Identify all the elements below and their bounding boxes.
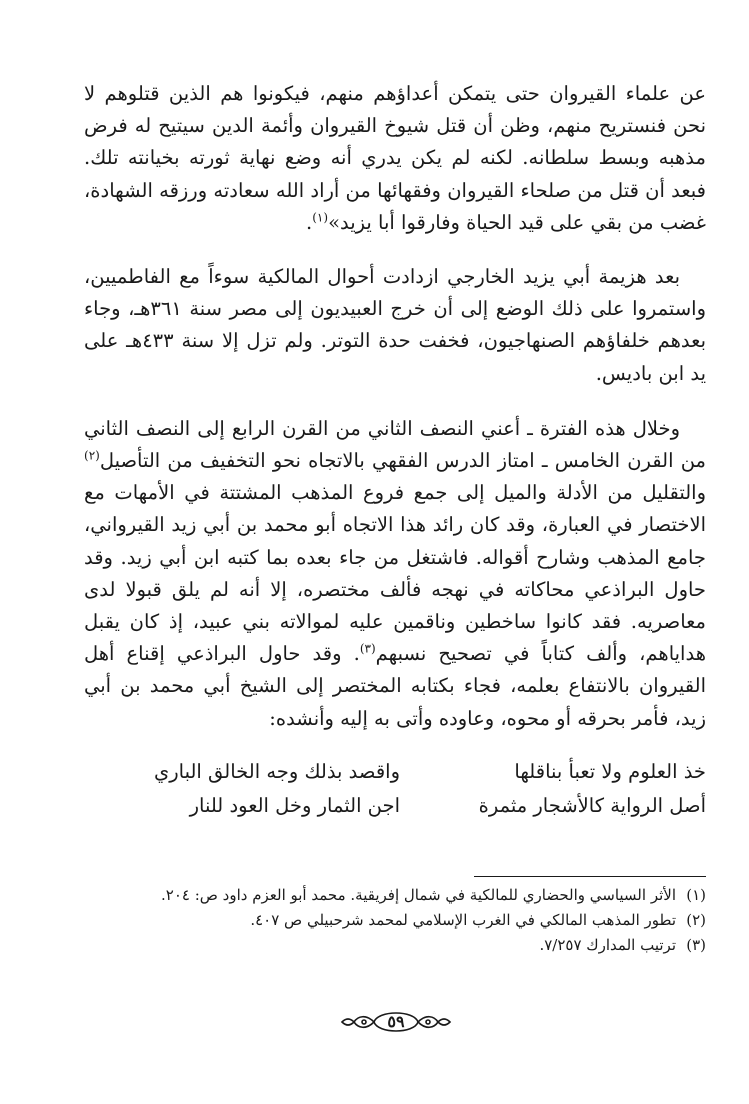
- paragraph-2: [84, 261, 706, 390]
- poem-verse-2-first: أصل الرواية كالأشجار مثمرة: [478, 793, 706, 817]
- footnote-3-text: ترتيب المدارك ٧/٢٥٧.: [539, 936, 676, 954]
- footnote-ref-3[interactable]: (٣): [359, 641, 376, 656]
- paragraph-1-end: .: [306, 210, 313, 234]
- poem: [84, 755, 706, 823]
- footnote-3: [84, 934, 706, 956]
- poem-verse: [84, 755, 706, 789]
- paragraph-3-text-a: وخلال هذه الفترة ـ أعني النصف الثاني من القرن الرابع إلى النصف الثاني من القرن الخامس ـ امتاز الدرس الفقهي بالاتجاه نحو التخفيف من التأصيل: [84, 416, 706, 473]
- footnote-divider: [474, 876, 706, 877]
- page-number: [336, 1004, 456, 1040]
- footnote-2: [84, 909, 706, 931]
- paragraph-1: [84, 78, 706, 239]
- footnotes: [84, 884, 706, 959]
- paragraph-3-text-b: والتقليل من الأدلة والميل إلى جمع فروع المذهب المشتتة في الأمهات مع الاختصار في العبارة، وقد كان رائد هذا الاتجاه أبو محمد بن أبي زيد القيرواني، جامع المذهب وشارح أقواله. فاشتغل من جاء بعده بما كتبه ابن أبي زيد. وقد حاول البراذعي محاكاته في نهجه فألف مختصره، إلا أنه لم يلق قبولا لدى معاصريه. فقد كانوا ساخطين وناقمين عليه لموالاته بني عبيد، إذ كان يقبل هداياهم، وألف كتاباً في تصحيح نسبهم: [84, 481, 706, 666]
- poem-verse-1-first: خذ العلوم ولا تعبأ بناقلها: [514, 759, 706, 783]
- footnote-1-number: (١): [686, 886, 706, 904]
- paragraph-3: [84, 413, 706, 735]
- footnote-ref-1[interactable]: (١): [312, 210, 329, 225]
- paragraph-1-text: عن علماء القيروان حتى يتمكن أعداؤهم منهم، فيكونوا هم الذين قتلوهم لا نحن فنستريح منهم، وظن أن قتل شيوخ القيروان وأئمة الدين سيتيح له فرض مذهبه وبسط سلطانه. لكنه لم يكن يدري أنه وضع نهاية ثورته بخيانته تلك. فبعد أن قتل من صلحاء القيروان وفقهائها من أراد الله سعادته ورزقه الشهادة، غضب من بقي على قيد الحياة وفارقوا أبا يزيد»: [84, 82, 706, 234]
- footnote-2-number: (٢): [686, 911, 706, 929]
- main-text: [84, 78, 706, 823]
- footnote-ref-2[interactable]: (٢): [84, 448, 100, 463]
- poem-verse-1-second: واقصد بذلك وجه الخالق الباري: [153, 759, 400, 783]
- poem-verse-2-second: اجن الثمار وخل العود للنار: [189, 793, 400, 817]
- footnote-1-text: الأثر السياسي والحضاري للمالكية في شمال إفريقية. محمد أبو العزم داود ص: ٢٠٤.: [160, 886, 676, 904]
- footnote-2-text: تطور المذهب المالكي في الغرب الإسلامي لمحمد شرحبيلي ص ٤٠٧.: [250, 911, 676, 929]
- page-number-value: ٥٩: [387, 1012, 405, 1031]
- paragraph-3-text-c: . وقد حاول البراذعي إقناع أهل القيروان بالانتفاع بعلمه، فجاء بكتابه المختصر إلى الشيخ أبي محمد بن أبي زيد، فأمر بحرقه أو محوه، وعاوده وأتى به إليه وأنشده:: [84, 642, 706, 730]
- footnote-1: [84, 884, 706, 906]
- poem-verse: [84, 789, 706, 823]
- paragraph-2-text: بعد هزيمة أبي يزيد الخارجي ازدادت أحوال المالكية سوءاً مع الفاطميين، واستمروا على ذلك الوضع إلى أن خرج العبيديون إلى مصر سنة ٣٦١هـ، وجاء بعدهم خلفاؤهم الصنهاجيون، فخفت حدة التوتر. ولم تزل إلا سنة ٤٣٣هـ على يد ابن باديس.: [84, 265, 706, 385]
- footnote-3-number: (٣): [686, 936, 706, 954]
